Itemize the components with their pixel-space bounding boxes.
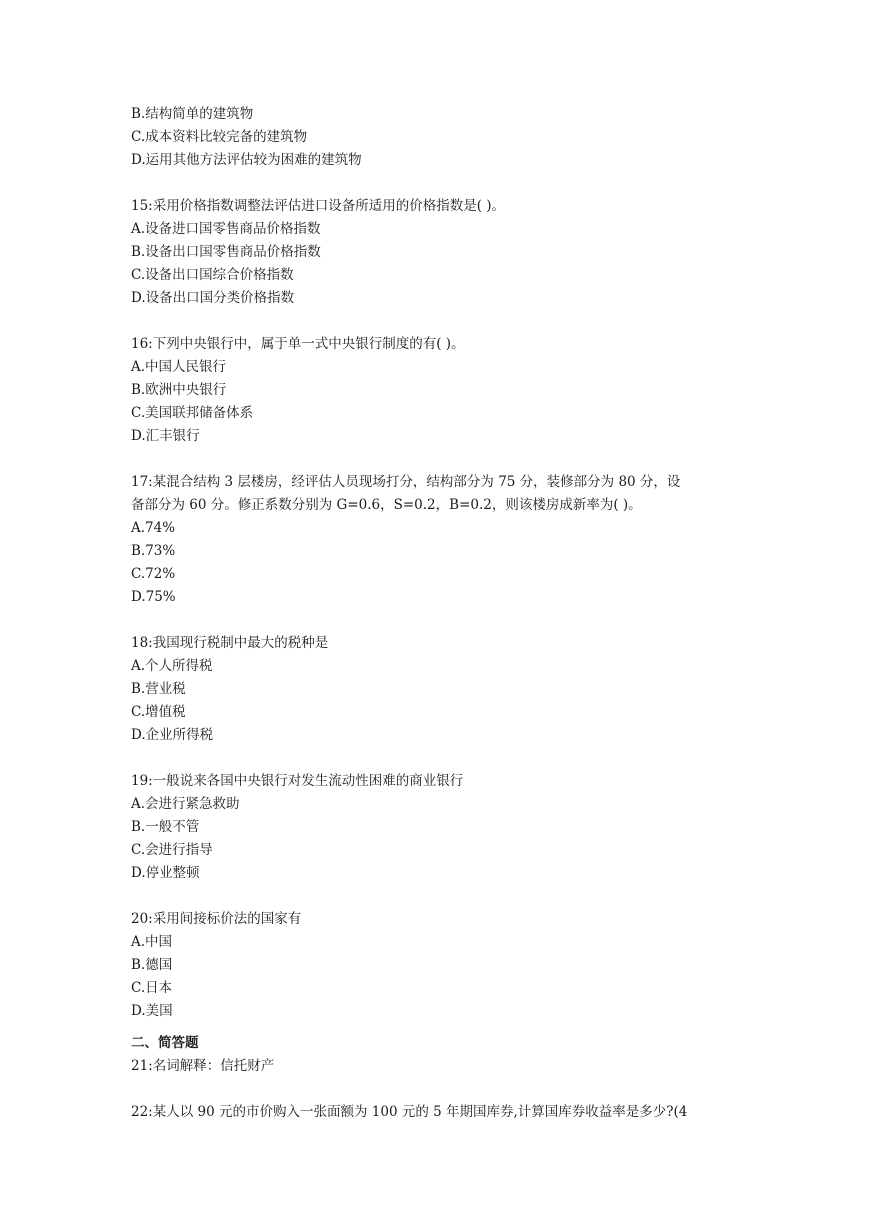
question-22-stem: 22:某人以 90 元的市价购入一张面额为 100 元的 5 年期国库券,计算国库券收益率是多少?(4 (131, 1104, 688, 1120)
question-20 (131, 908, 751, 1023)
question-14-tail (131, 103, 751, 172)
spacer (131, 1078, 751, 1101)
option-d: D.设备出口国分类价格指数 (131, 290, 295, 306)
spacer (131, 310, 751, 333)
option-b: B.欧洲中央银行 (131, 382, 227, 398)
option-a: A.中国 (131, 934, 173, 950)
question-19 (131, 770, 751, 885)
option-a: A.74% (131, 520, 176, 536)
option-c: C.成本资料比较完备的建筑物 (131, 129, 308, 145)
option-d: D.75% (131, 589, 176, 605)
spacer (131, 747, 751, 770)
question-21-stem: 21:名词解释：信托财产 (131, 1058, 275, 1074)
option-c: C.设备出口国综合价格指数 (131, 267, 294, 283)
option-b: B.一般不管 (131, 819, 200, 835)
option-a: A.设备进口国零售商品价格指数 (131, 221, 321, 237)
option-a: A.会进行紧急救助 (131, 796, 240, 812)
exam-page (131, 103, 751, 1124)
option-b: B.结构简单的建筑物 (131, 106, 254, 122)
option-d: D.停业整顿 (131, 865, 200, 881)
spacer (131, 172, 751, 195)
option-b: B.营业税 (131, 681, 186, 697)
spacer (131, 609, 751, 632)
option-d: D.美国 (131, 1003, 173, 1019)
option-d: D.企业所得税 (131, 727, 214, 743)
question-17 (131, 471, 751, 609)
option-c: C.日本 (131, 980, 173, 996)
question-stem-line-1: 17:某混合结构 3 层楼房，经评估人员现场打分，结构部分为 75 分，装修部分为 80 分，设 (131, 474, 681, 490)
option-b: B.德国 (131, 957, 173, 973)
question-stem: 20:采用间接标价法的国家有 (131, 911, 302, 927)
option-a: A.个人所得税 (131, 658, 213, 674)
question-16 (131, 333, 751, 448)
question-stem: 18:我国现行税制中最大的税种是 (131, 635, 329, 651)
question-stem: 15:采用价格指数调整法评估进口设备所适用的价格指数是( )。 (131, 198, 506, 214)
option-d: D.运用其他方法评估较为困难的建筑物 (131, 152, 362, 168)
section-heading: 二、简答题 (131, 1035, 199, 1051)
option-a: A.中国人民银行 (131, 359, 227, 375)
question-stem: 19:一般说来各国中央银行对发生流动性困难的商业银行 (131, 773, 464, 789)
spacer (131, 448, 751, 471)
question-15 (131, 195, 751, 310)
option-c: C.72% (131, 566, 176, 582)
question-stem: 16:下列中央银行中，属于单一式中央银行制度的有( )。 (131, 336, 465, 352)
option-c: C.会进行指导 (131, 842, 213, 858)
question-stem-line-2: 备部分为 60 分。修正系数分别为 G=0.6，S=0.2，B=0.2，则该楼房成新率为( )。 (131, 497, 642, 513)
option-b: B.设备出口国零售商品价格指数 (131, 244, 321, 260)
question-18 (131, 632, 751, 747)
option-d: D.汇丰银行 (131, 428, 200, 444)
option-b: B.73% (131, 543, 176, 559)
option-c: C.增值税 (131, 704, 186, 720)
option-c: C.美国联邦储备体系 (131, 405, 254, 421)
spacer (131, 885, 751, 908)
